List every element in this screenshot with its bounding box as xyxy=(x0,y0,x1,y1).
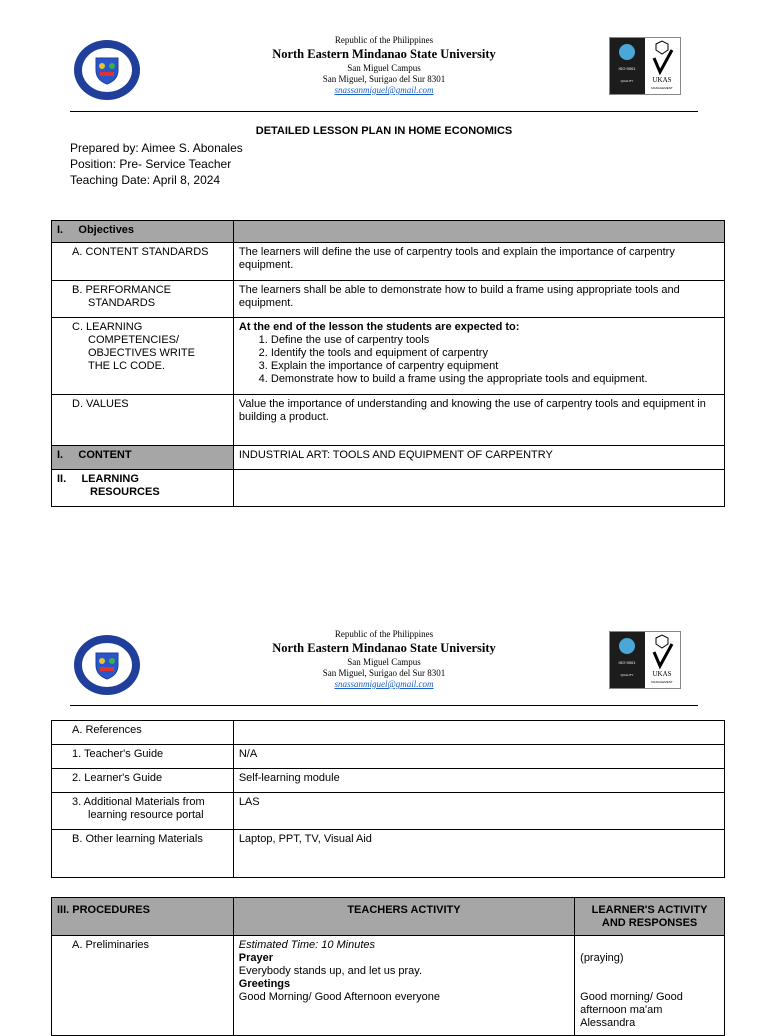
additional-materials-value: LAS xyxy=(233,793,724,830)
document-meta xyxy=(70,140,243,188)
learning-resources-header: II. LEARNING RESOURCES xyxy=(52,470,234,507)
references-empty xyxy=(233,721,724,745)
table-row xyxy=(52,830,725,878)
table-row xyxy=(52,793,725,830)
email-link[interactable]: snassanmiguel@gmail.com xyxy=(334,679,434,689)
values-label: D. VALUES xyxy=(52,395,234,446)
response-greeting-2: afternoon ma'am xyxy=(580,1004,663,1016)
teachers-activity-header: TEACHERS ACTIVITY xyxy=(233,898,574,936)
references-label: A. References xyxy=(52,721,234,745)
svg-text:QUALITY: QUALITY xyxy=(620,673,634,677)
preliminaries-teacher xyxy=(233,936,574,1036)
table-row xyxy=(52,470,725,507)
campus-line: San Miguel Campus xyxy=(347,63,421,73)
table-row xyxy=(52,721,725,745)
content-standards-text: The learners will define the use of carpentry tools and explain the importance of carpentry equipment. xyxy=(233,243,724,281)
learners-guide-value: Self-learning module xyxy=(233,769,724,793)
response-greeting: Good morning/ Good xyxy=(580,991,683,1003)
preliminaries-label: A. Preliminaries xyxy=(52,936,234,1036)
procedures-table xyxy=(51,897,725,1036)
prayer-text: Everybody stands up, and let us pray. xyxy=(238,965,423,977)
certification-logo xyxy=(609,631,681,689)
table-row xyxy=(52,769,725,793)
additional-materials-label: 3. Additional Materials from learning resource portal xyxy=(52,793,234,830)
values-text: Value the importance of understanding and knowing the use of carpentry tools and equipment in building a product. xyxy=(233,395,724,446)
greetings-text: Good Morning/ Good Afternoon everyone xyxy=(238,991,440,1003)
campus-line: San Miguel Campus xyxy=(347,657,421,667)
republic-line: Republic of the Philippines xyxy=(334,629,434,639)
response-greeting-3: Alessandra xyxy=(580,1017,636,1029)
republic-line: Republic of the Philippines xyxy=(334,35,434,45)
estimated-time: Estimated Time: 10 Minutes xyxy=(238,939,376,951)
svg-text:ISO 9001: ISO 9001 xyxy=(618,660,636,665)
greetings-heading: Greetings xyxy=(238,978,291,990)
document-title: DETAILED LESSON PLAN IN HOME ECONOMICS xyxy=(255,125,513,137)
lesson-plan-table xyxy=(51,220,725,507)
performance-standards-text: The learners shall be able to demonstrate how to build a frame using appropriate tools and equipment. xyxy=(233,281,724,318)
svg-text:ISO 9001: ISO 9001 xyxy=(618,66,636,71)
header-divider xyxy=(70,705,698,706)
position: Position: Pre- Service Teacher xyxy=(70,157,232,171)
university-name: North Eastern Mindanao State University xyxy=(272,641,496,655)
other-materials-value: Laptop, PPT, TV, Visual Aid xyxy=(233,830,724,878)
learners-guide-label: 2. Learner's Guide xyxy=(52,769,234,793)
table-row xyxy=(52,221,725,243)
university-seal-logo xyxy=(72,633,142,697)
objectives-header: I. Objectives xyxy=(52,221,234,243)
list-item: 4. Demonstrate how to build a frame using the appropriate tools and equipment. xyxy=(271,373,719,386)
learners-activity-header: LEARNER'S ACTIVITY AND RESPONSES xyxy=(575,898,725,936)
list-item: 1. Define the use of carpentry tools xyxy=(271,334,719,347)
university-seal-logo xyxy=(72,38,142,102)
svg-text:MANAGEMENT: MANAGEMENT xyxy=(651,86,673,90)
university-header xyxy=(230,35,538,96)
address-line: San Miguel, Surigao del Sur 8301 xyxy=(322,74,446,84)
prayer-heading: Prayer xyxy=(238,952,274,964)
lc-intro: At the end of the lesson the students are expected to: xyxy=(238,321,520,333)
response-praying: (praying) xyxy=(580,952,624,964)
teaching-date: Teaching Date: April 8, 2024 xyxy=(70,173,221,187)
certification-logo xyxy=(609,37,681,95)
preliminaries-learner xyxy=(575,936,725,1036)
svg-text:MANAGEMENT: MANAGEMENT xyxy=(651,680,673,684)
header-divider xyxy=(70,111,698,112)
procedures-header: III. PROCEDURES xyxy=(52,898,234,936)
address-line: San Miguel, Surigao del Sur 8301 xyxy=(322,668,446,678)
table-row xyxy=(52,898,725,936)
table-row xyxy=(52,745,725,769)
lc-list xyxy=(239,334,719,386)
content-header: I. CONTENT xyxy=(52,446,234,470)
content-standards-label: A. CONTENT STANDARDS xyxy=(52,243,234,281)
table-row xyxy=(52,281,725,318)
university-header xyxy=(230,629,538,690)
list-item: 3. Explain the importance of carpentry equipment xyxy=(271,360,719,373)
svg-text:QUALITY: QUALITY xyxy=(620,79,634,83)
table-row xyxy=(52,446,725,470)
learning-competencies-label: C. LEARNING COMPETENCIES/ OBJECTIVES WRITE THE LC CODE. xyxy=(52,318,234,395)
email-link[interactable]: snassanmiguel@gmail.com xyxy=(334,85,434,95)
table-row xyxy=(52,318,725,395)
teachers-guide-value: N/A xyxy=(233,745,724,769)
learning-competencies-text xyxy=(233,318,724,395)
svg-text:UKAS: UKAS xyxy=(652,670,672,678)
table-row xyxy=(52,936,725,1036)
performance-standards-label: B. PERFORMANCE STANDARDS xyxy=(52,281,234,318)
resources-table xyxy=(51,720,725,878)
university-name: North Eastern Mindanao State University xyxy=(272,47,496,61)
teachers-guide-label: 1. Teacher's Guide xyxy=(52,745,234,769)
other-materials-label: B. Other learning Materials xyxy=(52,830,234,878)
table-row xyxy=(52,395,725,446)
objectives-header-empty xyxy=(233,221,724,243)
table-row xyxy=(52,243,725,281)
content-text: INDUSTRIAL ART: TOOLS AND EQUIPMENT OF CARPENTRY xyxy=(233,446,724,470)
svg-text:UKAS: UKAS xyxy=(652,76,672,84)
prepared-by: Prepared by: Aimee S. Abonales xyxy=(70,141,243,155)
learning-resources-empty xyxy=(233,470,724,507)
list-item: 2. Identify the tools and equipment of carpentry xyxy=(271,347,719,360)
